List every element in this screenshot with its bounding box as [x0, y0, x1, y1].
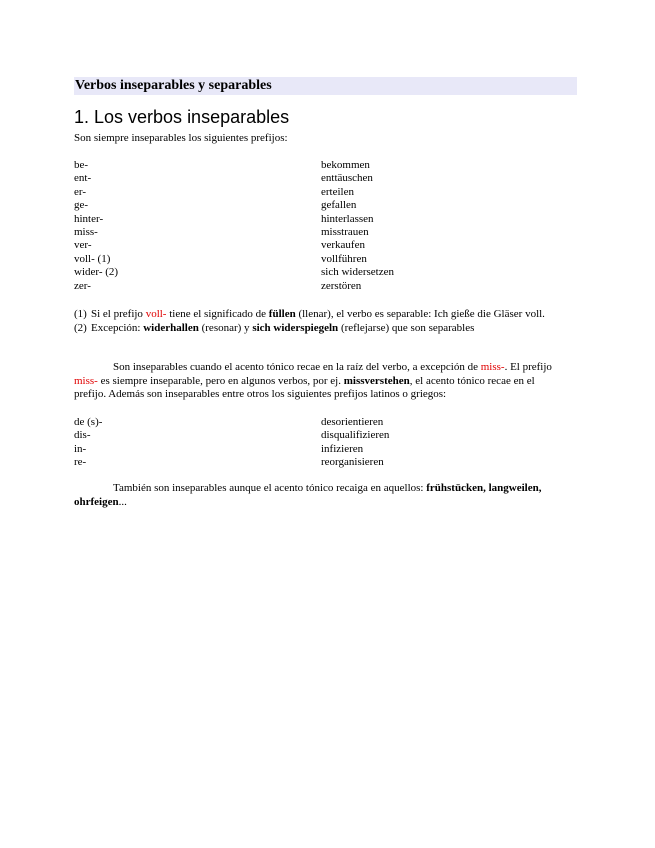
example-cell: gefallen	[321, 199, 357, 212]
latin-prefix-table	[74, 416, 574, 470]
bold-term: missverstehen	[343, 374, 410, 387]
table-row	[74, 416, 574, 429]
example-cell: vollführen	[321, 252, 367, 265]
prefix-cell: ge-	[74, 199, 89, 212]
table-row	[74, 159, 574, 172]
example-cell: bekommen	[321, 159, 370, 171]
prefix-cell: ent-	[74, 172, 92, 185]
footnote-1: (1) Si el prefijo voll- tiene el significado de füllen (llenar), el verbo es separable: Ich gieße die Gläser voll.	[74, 308, 545, 320]
table-row	[74, 199, 574, 212]
bold-term: widerhallen	[143, 321, 199, 334]
bold-term: füllen	[268, 308, 296, 320]
table-row	[74, 186, 574, 199]
table-row	[74, 443, 574, 456]
prefix-cell: er-	[74, 185, 86, 198]
table-row	[74, 213, 574, 226]
example-cell: enttäuschen	[321, 172, 373, 185]
table-row	[74, 253, 574, 266]
table-row	[74, 239, 574, 252]
table-row	[74, 266, 574, 279]
example-cell: misstrauen	[321, 225, 369, 238]
example-cell: desorientieren	[321, 416, 384, 428]
table-row	[74, 429, 574, 442]
example-cell: erteilen	[321, 185, 354, 198]
table-row	[74, 226, 574, 239]
paragraph-accent-rule: Son inseparables cuando el acento tónico recae en la raíz del verbo, a excepción de miss-. El prefijo miss- es siempre inseparable, pero en algunos verbos, por ej. missverstehen, el acento tónico recae en el prefijo. Además son inseparables entre otros los siguientes prefijos latinos o griegos:	[74, 361, 552, 400]
prefix-cell: be-	[74, 159, 89, 171]
example-cell: sich widersetzen	[321, 266, 394, 279]
example-cell: reorganisieren	[321, 456, 384, 469]
prefix-cell: voll- (1)	[74, 252, 111, 265]
prefix-highlight: miss-	[480, 361, 505, 373]
prefix-cell: de (s)-	[74, 416, 103, 428]
footnotes	[74, 308, 564, 335]
prefix-cell: in-	[74, 442, 87, 455]
prefix-highlight: miss-	[74, 374, 98, 387]
example-cell: zerstören	[321, 279, 362, 292]
page-heading: 1. Los verbos inseparables	[74, 107, 290, 127]
prefix-cell: wider- (2)	[74, 266, 119, 279]
table-row	[74, 456, 574, 469]
prefix-table	[74, 159, 574, 293]
example-cell: infizieren	[321, 442, 364, 455]
paragraph-exceptions: También son inseparables aunque el acento tónico recaiga en aquellos: frühstücken, langweilen, ohrfeigen...	[74, 482, 542, 508]
intro-text: Son siempre inseparables los siguientes prefijos:	[74, 132, 288, 144]
footnote-2: (2) Excepción: widerhallen (resonar) y sich widerspiegeln (reflejarse) que son separables	[74, 321, 475, 334]
bold-term: frühstücken, langweilen, ohrfeigen	[74, 482, 542, 508]
prefix-cell: dis-	[74, 429, 91, 442]
prefix-cell: zer-	[74, 279, 91, 292]
prefix-cell: hinter-	[74, 212, 104, 225]
example-cell: verkaufen	[321, 239, 365, 252]
bold-term: sich widerspiegeln	[252, 321, 339, 334]
example-cell: disqualifizieren	[321, 429, 390, 442]
table-row	[74, 172, 574, 185]
section-title: Verbos inseparables y separables	[74, 77, 577, 95]
prefix-cell: miss-	[74, 225, 98, 238]
example-cell: hinterlassen	[321, 212, 374, 225]
prefix-cell: re-	[74, 456, 87, 469]
prefix-cell: ver-	[74, 239, 92, 252]
table-row	[74, 280, 574, 293]
prefix-highlight: voll-	[145, 308, 167, 320]
